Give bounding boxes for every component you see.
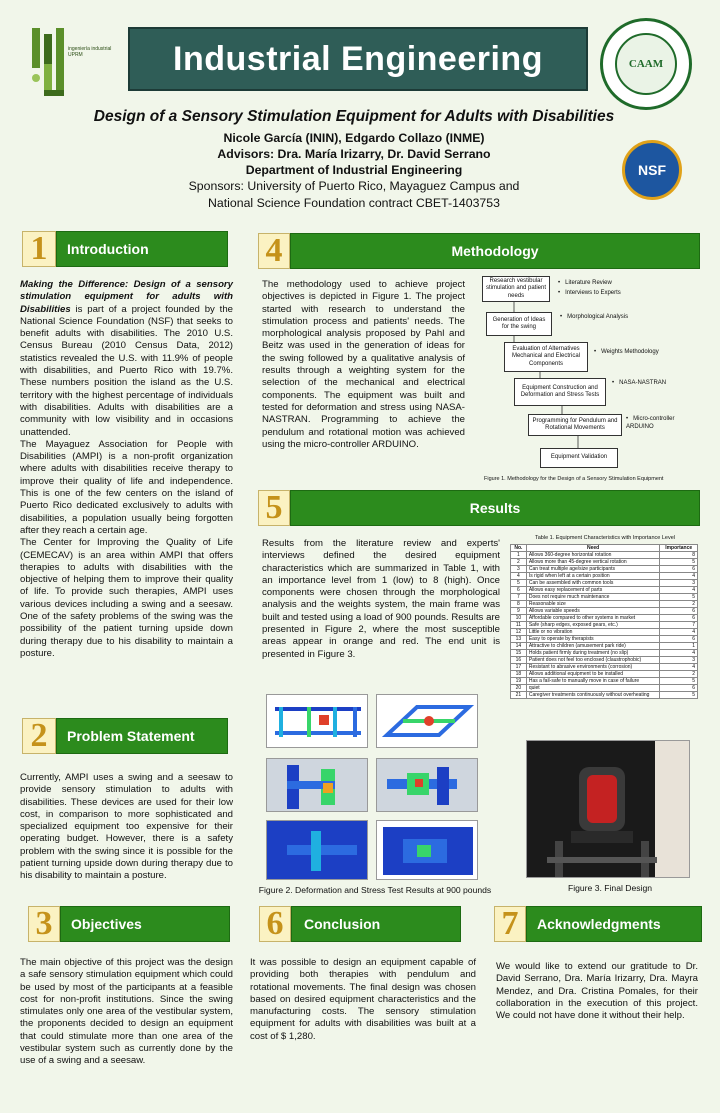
section-number-2: 2 [22,718,56,754]
table-cell-importance: 4 [660,650,698,657]
university-seal [600,18,692,110]
intro-p2: The Mayaguez Association for People with Disabilities (AMPI) is a non-profit organization where adults with disabilities receive therapy to improve their quality of life and independence. This is one of the few centers on the island of Puerto Rico dedicated exclusively to adults with disabilities, a population usually being forgotten after they reach a certain age. [20,438,233,536]
flow-step-1: Research vestibular stimulation and patient needs [482,276,550,302]
table-row [511,643,698,650]
section-number-1: 1 [22,231,56,267]
table-row [511,601,698,608]
section-number-6: 6 [259,906,291,942]
acknowledgments-text: We would like to extend our gratitude to Dr. David Serrano, Dra. María Irizarry, Dra. Mayra Mendez, and Dra. Cristina Pomales, for their collaboration in the execution of this project. We could not have done it without their help. [496,961,698,1022]
flow-step-5: Programming for Pendulum and Rotational Movements [528,414,622,436]
stress-image-1 [266,694,368,748]
stress-image-5 [266,820,368,880]
table-row [511,678,698,685]
table-row [511,587,698,594]
advisors: Advisors: Dra. María Irizarry, Dr. David Serrano [217,147,491,161]
table-cell-importance: 4 [660,573,698,580]
section-header-objectives: Objectives [60,906,230,942]
table-row [511,636,698,643]
table-cell-importance: 6 [660,685,698,692]
table-cell-no: 14 [511,643,527,650]
table-cell-no: 7 [511,594,527,601]
table-cell-no: 10 [511,615,527,622]
table-cell-need: Attractive to children (amusement park ride) [526,643,660,650]
table-row [511,685,698,692]
flow-note-5: • NASA-NASTRAN [612,380,666,388]
table-row [511,573,698,580]
table-row [511,657,698,664]
section-header-conclusion: Conclusion [291,906,461,942]
table-cell-need: Is rigid when left at a certain position [526,573,660,580]
table-row [511,566,698,573]
flow-note-6: • Micro-controller ARDUINO [626,416,696,431]
table-cell-need: Safe (sharp edges, exposed gears, etc.) [526,622,660,629]
table-cell-importance: 6 [660,608,698,615]
table-cell-need: Patient does not feel too enclosed (claustrophobic) [526,657,660,664]
table-cell-need: Holds patient firmly during treatment (no slip) [526,650,660,657]
introduction-text [20,279,233,660]
banner-title: Industrial Engineering [128,27,588,91]
table-cell-importance: 5 [660,594,698,601]
section-number-5: 5 [258,490,290,526]
table-row [511,664,698,671]
table-cell-importance: 6 [660,615,698,622]
table-row [511,552,698,559]
table-cell-no: 18 [511,671,527,678]
methodology-text: The methodology used to achieve project objectives is depicted in Figure 1. The project started with research to understand the stimulation process and patients' needs. The morphological analysis proposed by Pahl and Beitz was used in the generation of ideas for the swing followed by a qualitative analysis of results through a weighting system for the selection of the mechanical and electrical components. The equipment was built and tested for deformation and stress using NASA-NASTRAN. Programming to achieve the pendulum and rotational motion was achieved using the micro-controller ARDUINO. [262,279,465,450]
intro-p1: is part of a project founded by the National Science Foundation (NSF) that seeks to benefit adults with disabilities. The 2010 U.S. Census Bureau (2010 Census Data, 2012) statistics revealed the U.S. with 11.9% of people with disabilities, and Puerto Rico with 19.7%. These numbers position the island as the U.S. territory with the highest percentage of individuals with disabilities. Adults with disabilities are a community with low visibility and in occasions unattended. [20,303,233,438]
results-text: Results from the literature review and experts' interviews defined the desired equipment characteristics which are summarized in Table 1, with an importance level from 1 (low) to 8 (high). Once components were chosen through the morphological analysis and the weights system, the main frame was built and tested using a load of 900 pounds. Results are presented in Figure 2, where the most susceptible areas appear in orange and red. The end unit is presented in Figure 3. [262,538,500,660]
table-cell-importance: 3 [660,657,698,664]
table-cell-no: 6 [511,587,527,594]
table-cell-no: 3 [511,566,527,573]
table-cell-need: Has a fail-safe to manually move in case of failure [526,678,660,685]
table-row [511,559,698,566]
table-cell-importance: 7 [660,622,698,629]
table-cell-importance: 2 [660,671,698,678]
table-cell-importance: 1 [660,643,698,650]
table-row [511,622,698,629]
table-cell-need: Allows easy replacement of parts [526,587,660,594]
figure1-caption: Figure 1. Methodology for the Design of a Sensory Stimulation Equipment [484,476,664,482]
stress-image-4 [376,758,478,812]
table-cell-no: 15 [511,650,527,657]
table-header-no: No. [511,545,527,552]
authors: Nicole García (ININ), Edgardo Collazo (INME) [223,131,485,145]
table-cell-no: 20 [511,685,527,692]
figure2-caption: Figure 2. Deformation and Stress Test Results at 900 pounds [258,885,492,895]
table-cell-need: Resistant to abrasive environments (corrosion) [526,664,660,671]
table-cell-no: 19 [511,678,527,685]
table-row [511,608,698,615]
logo-caption: ingeniería industrial UPRM [68,46,112,58]
inu-logo [26,20,121,102]
flow-step-4: Equipment Construction and Deformation and Stress Tests [514,378,606,406]
stress-image-2 [376,694,478,748]
section-header-acknowledgments: Acknowledgments [526,906,702,942]
table-cell-importance: 5 [660,678,698,685]
flow-step-2: Generation of Ideas for the swing [486,312,552,336]
table-cell-importance: 3 [660,580,698,587]
table-row [511,692,698,699]
department: Department of Industrial Engineering [245,163,463,177]
section-header-results: Results [290,490,700,526]
table1-caption: Table 1. Equipment Characteristics with Importance Level [534,535,675,541]
seal-text: CAAM [615,33,677,95]
table-cell-need: Does not require much maintenance [526,594,660,601]
table-cell-no: 12 [511,629,527,636]
objectives-text: The main objective of this project was the design a safe sensory stimulation equipment which could be used by most of the participants at a feasible cost for non-profit institutions. Since the swing stimulates only one area of the vestibular system, the proponents decided to design an equipment that could stimulate more than one area of the vestibular system such as currently done by the use of a swing and a seesaw. [20,957,233,1067]
table-cell-no: 8 [511,601,527,608]
table-cell-need: Allows more than 45-degree vertical rotation [526,559,660,566]
table-cell-importance: 4 [660,629,698,636]
table-cell-no: 5 [511,580,527,587]
section-header-introduction: Introduction [56,231,228,267]
table-cell-no: 2 [511,559,527,566]
table1 [510,544,698,699]
intro-lead: Making the Difference: Design of a sensory stimulation equipment for adults with Disabilities [20,279,233,315]
title-block [60,108,648,212]
conclusion-text: It was possible to design an equipment capable of providing both therapies with pendulum and rotational movements. The final design was chosen based on desired equipment characteristics and the manufacturing costs. The sensory stimulation equipment for adults with disabilities was built at a cost of $ 1,280. [250,957,476,1042]
table-cell-need: Little or no vibration [526,629,660,636]
section-header-problem: Problem Statement [56,718,228,754]
section-number-7: 7 [494,906,526,942]
table-cell-importance: 6 [660,566,698,573]
stress-image-6 [376,820,478,880]
figure3-caption: Figure 3. Final Design [567,883,653,893]
sponsors-line2: National Science Foundation contract CBET-1403753 [208,196,500,210]
table-cell-no: 17 [511,664,527,671]
flow-step-3: Evaluation of Alternatives Mechanical and Electrical Components [504,342,588,372]
table-cell-need: Can be assembled with common tools [526,580,660,587]
table-row [511,650,698,657]
table-cell-importance: 6 [660,636,698,643]
flow-note-4: • Weights Methodology [594,349,659,357]
table-cell-need: quiet [526,685,660,692]
flow-step-6: Equipment Validation [540,448,618,468]
section-number-4: 4 [258,233,290,269]
table-cell-no: 9 [511,608,527,615]
table-cell-no: 4 [511,573,527,580]
table-cell-importance: 5 [660,559,698,566]
table-cell-need: Allows variable speeds [526,608,660,615]
table-row [511,594,698,601]
table-cell-importance: 4 [660,587,698,594]
problem-text: Currently, AMPI uses a swing and a seesaw to provide sensory stimulation to adults with disabilities. These devices are used for their low cost, in comparison to more sophisticated and specialized equipment too expensive for their operating budget. However, there is a safety problem with the swing since it is possible for the patient turning upside down during therapy due to his disability to maintain a posture. [20,772,233,882]
sponsors-line1: Sponsors: University of Puerto Rico, Mayaguez Campus and [188,179,520,193]
table-row [511,671,698,678]
final-design-photo [526,740,690,878]
table-cell-importance: 2 [660,601,698,608]
methodology-flowchart [476,272,708,484]
flow-note-3: • Morphological Analysis [560,314,628,322]
table-cell-need: Easy to operate by therapists [526,636,660,643]
intro-p3: The Center for Improving the Quality of Life (CEMECAV) is an area within AMPI that offers therapies to adults with disabilities with the objective of helping them to improve their quality of life. To provide such therapies, AMPI uses various devices including a swing and a seesaw. One of the safety problems of the swing was the possibility of the patient turning upside down during therapy due to his disability to maintain a posture. [20,537,233,659]
section-header-methodology: Methodology [290,233,700,269]
table-cell-no: 11 [511,622,527,629]
table-row [511,629,698,636]
table-cell-no: 1 [511,552,527,559]
table-cell-no: 21 [511,692,527,699]
nsf-logo: NSF [622,140,682,200]
table-cell-need: Reasonable size [526,601,660,608]
table-row [511,580,698,587]
table-cell-no: 16 [511,657,527,664]
table-cell-no: 13 [511,636,527,643]
table-cell-need: Affordable compared to other systems in market [526,615,660,622]
poster-title: Design of a Sensory Stimulation Equipment for Adults with Disabilities [93,108,615,125]
stress-image-3 [266,758,368,812]
table-cell-need: Allows 360-degree horizontal rotation [526,552,660,559]
table-cell-importance: 5 [660,692,698,699]
table-cell-importance: 4 [660,664,698,671]
table-header-need: Need [526,545,660,552]
flow-note-2: • Interviews to Experts [558,290,621,298]
section-number-3: 3 [28,906,60,942]
table-row [511,615,698,622]
table-header-importance: Importance [660,545,698,552]
table-cell-need: Can treat multiple age/size participants [526,566,660,573]
table-cell-importance: 8 [660,552,698,559]
table-cell-need: Allows additional equipment to be installed [526,671,660,678]
table-cell-need: Caregiver treatments continuously without overheating [526,692,660,699]
flow-note-1: • Literature Review [558,280,612,288]
